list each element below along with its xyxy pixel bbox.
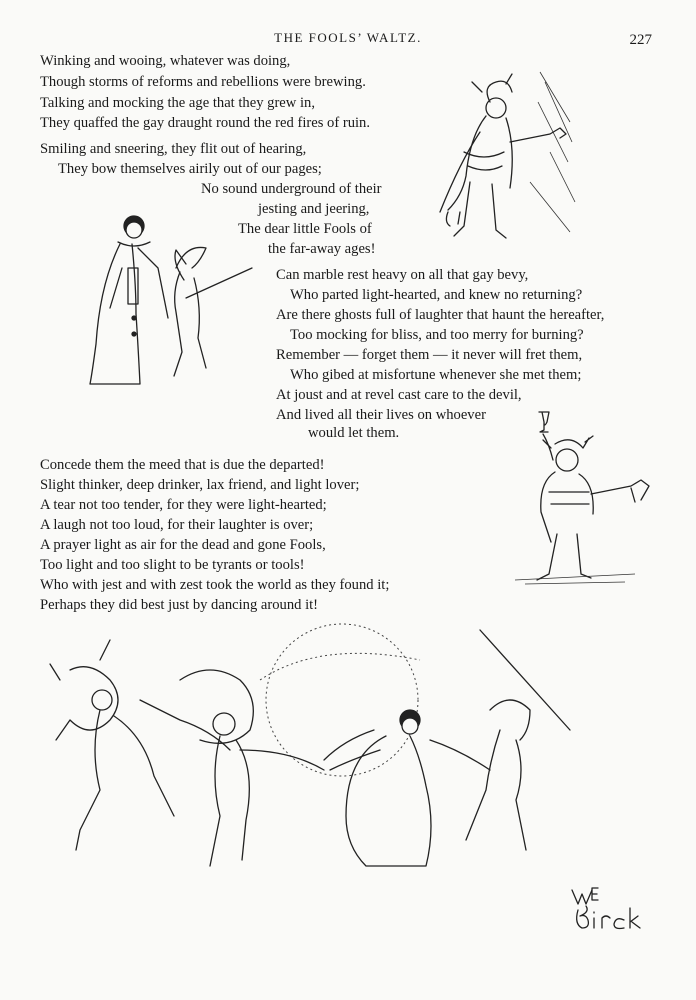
verse-line: Concede them the meed that is due the departed!: [40, 457, 325, 473]
verse-line: They quaffed the gay draught round the red fires of ruin.: [40, 115, 371, 131]
verse-line: Talking and mocking the age that they grew in,: [40, 95, 315, 111]
verse-line: Too mocking for bliss, and too merry for burning?: [290, 327, 584, 343]
verse-line: At joust and at revel cast care to the devil,: [276, 387, 522, 403]
signature: [568, 880, 644, 932]
verse-line: Who gibed at misfortune whenever she met them;: [290, 367, 582, 383]
verse-line: Remember — forget them — it never will fret them,: [276, 347, 583, 363]
pierrot-and-jester-icon: [76, 208, 256, 398]
verse-line: Though storms of reforms and rebellions were brewing.: [40, 74, 366, 90]
verse-line: The dear little Fools of: [238, 221, 372, 237]
jester-with-goblet-icon: [505, 404, 655, 588]
verse-line: Are there ghosts full of laughter that haunt the hereafter,: [276, 307, 605, 323]
verse-line: No sound underground of their: [201, 181, 382, 197]
verse-line: A laugh not too loud, for their laughter is over;: [40, 517, 314, 533]
dancing-fools-icon: [40, 620, 580, 900]
running-title: THE FOOLS’ WALTZ.: [274, 30, 422, 45]
verse-line: Who parted light-hearted, and knew no returning?: [290, 287, 583, 303]
verse-line: Too light and too slight to be tyrants or tools!: [40, 557, 305, 573]
verse-line: A prayer light as air for the dead and gone Fools,: [40, 537, 326, 553]
verse-line: would let them.: [308, 425, 400, 441]
page-number: 227: [629, 32, 652, 48]
verse-line: Who with jest and with zest took the world as they found it;: [40, 577, 390, 593]
verse-line: Winking and wooing, whatever was doing,: [40, 53, 291, 69]
verse-line: Slight thinker, deep drinker, lax friend, and light lover;: [40, 477, 360, 493]
verse-line: Smiling and sneering, they flit out of hearing,: [40, 141, 307, 157]
verse-line: jesting and jeering,: [258, 201, 370, 217]
verse-line: A tear not too tender, for they were light-hearted;: [40, 497, 327, 513]
verse-line: Perhaps they did best just by dancing around it!: [40, 597, 319, 613]
verse-line: They bow themselves airily out of our pages;: [58, 161, 322, 177]
jester-with-bauble-icon: [420, 62, 580, 252]
verse-line: And lived all their lives on whoever: [276, 407, 486, 423]
verse-line: the far-away ages!: [268, 241, 376, 257]
verse-line: Can marble rest heavy on all that gay bevy,: [276, 267, 529, 283]
